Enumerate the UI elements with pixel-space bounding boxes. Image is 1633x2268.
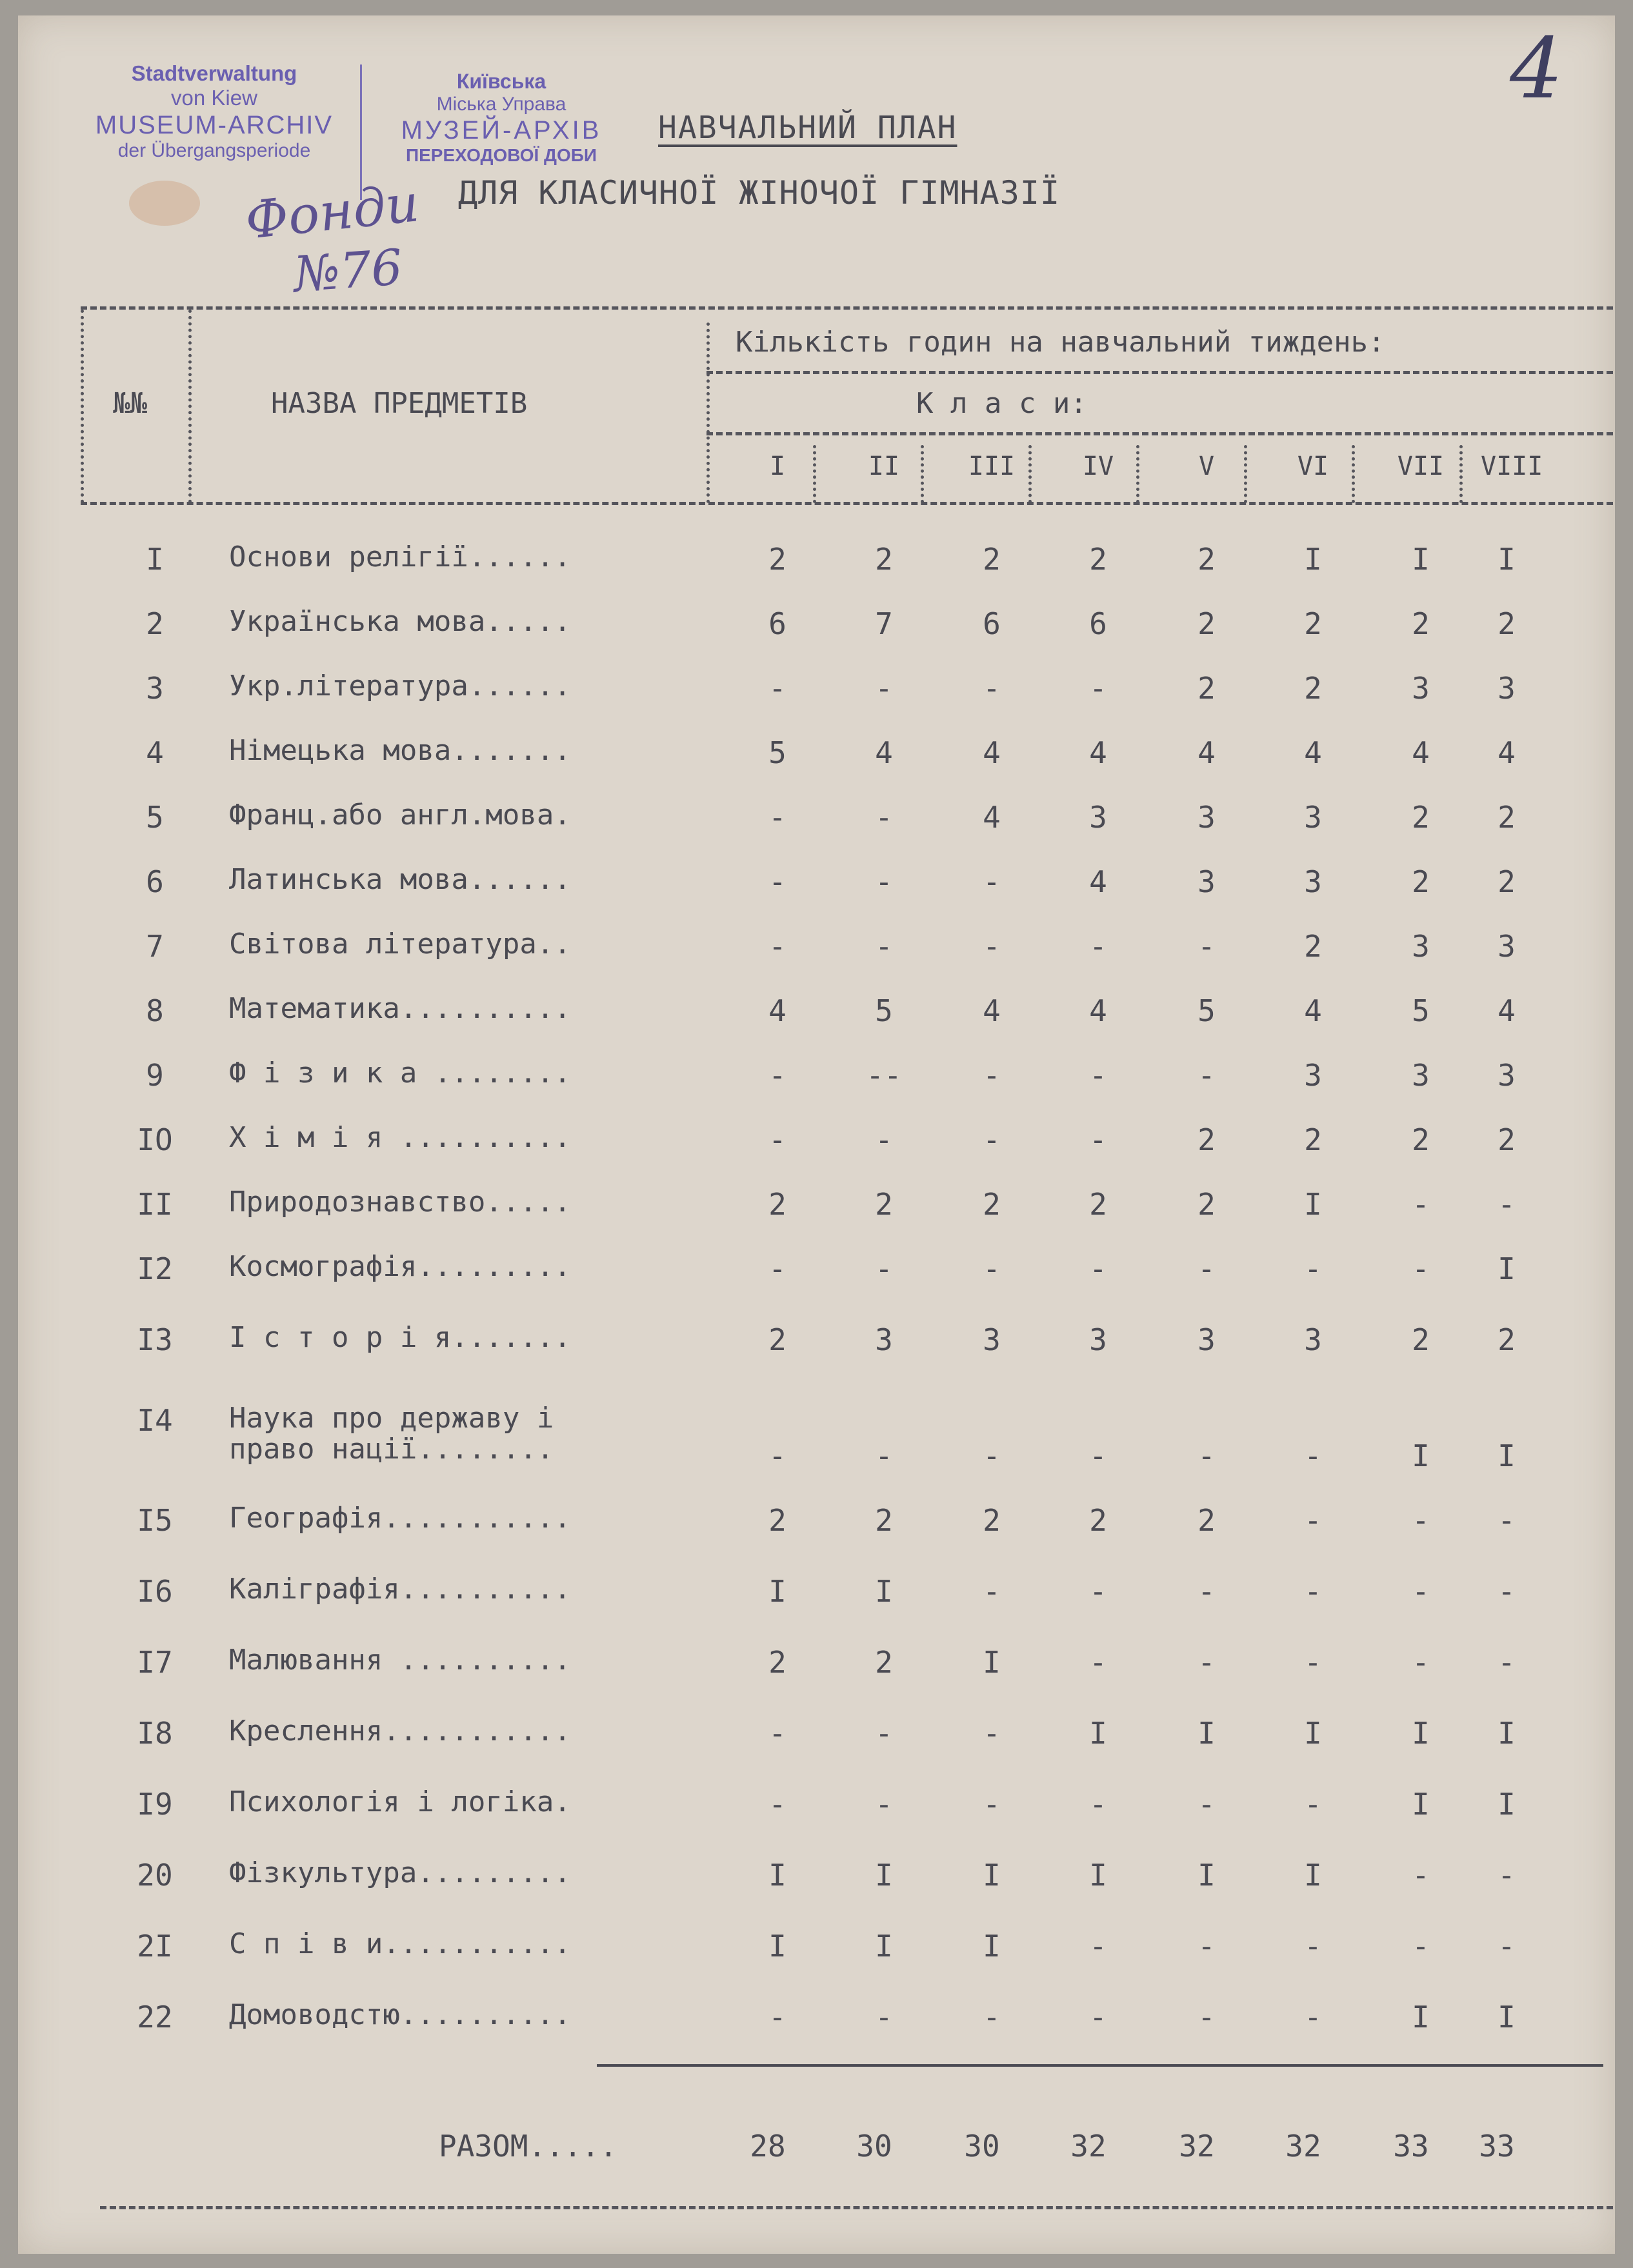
hours-cell: - [875,1438,893,1473]
hours-cell: 2 [768,1503,786,1538]
hours-cell: 2 [1412,1122,1430,1157]
hours-cell: 5 [1412,993,1430,1028]
hours-cell: - [875,671,893,706]
hours-cell: - [768,800,786,835]
hours-cell: - [1197,929,1216,964]
hours-cell: 2 [1498,864,1516,899]
table-rule [1244,445,1247,503]
archive-stamp-ukrainian [363,70,640,166]
subject-name: Українська мова..... [229,605,571,638]
hours-cell: 2 [1197,1122,1216,1157]
hours-cell: 2 [1498,800,1516,835]
hours-cell: - [1412,1503,1430,1538]
hours-cell: I [1304,1716,1322,1751]
handwritten-fond-number: №76 [292,238,405,303]
hours-cell: 2 [1498,606,1516,641]
class-header-label: IV [1082,452,1114,481]
hours-cell: 4 [1089,864,1107,899]
hours-cell: 2 [1197,1187,1216,1222]
hours-cell: 2 [768,1322,786,1357]
hours-cell: - [983,1787,1001,1822]
hours-cell: - [768,1251,786,1286]
hours-cell: I [1498,2000,1516,2034]
hours-cell: 3 [1412,671,1430,706]
hours-cell: - [1089,1787,1107,1822]
stamp-line: Міська Управа [436,93,566,115]
hours-cell: I [1304,542,1322,577]
row-number: I [146,542,164,577]
table-rule [1136,445,1139,503]
table-rule [81,502,1613,505]
hours-cell: - [983,1251,1001,1286]
subject-name: Укр.література...... [229,670,571,702]
row-number: I4 [137,1403,173,1438]
header-number: №№ [113,387,147,420]
hours-cell: - [875,864,893,899]
hours-cell: 2 [1197,542,1216,577]
hours-cell: 2 [1089,1503,1107,1538]
total-cell: 30 [964,2129,1000,2164]
total-rule [597,2064,1603,2067]
hours-cell: I [1412,1716,1430,1751]
hours-cell: - [1089,671,1107,706]
hours-cell: - [1089,1122,1107,1157]
hours-cell: 2 [1498,1122,1516,1157]
hours-cell: 2 [1498,1322,1516,1357]
total-cell: 32 [1070,2129,1107,2164]
total-cell: 30 [856,2129,892,2164]
hours-cell: - [1304,1574,1322,1609]
subject-name: І с т о р і я....... [229,1321,571,1354]
table-rule [81,306,1613,310]
hours-cell: 4 [1089,993,1107,1028]
hours-cell: I [1498,1438,1516,1473]
hours-cell: - [1498,1503,1516,1538]
handwritten-page-number: 4 [1510,19,1563,117]
hours-cell: - [983,671,1001,706]
row-number: 20 [137,1858,173,1893]
hours-cell: I [1412,542,1430,577]
class-header-label: VIII [1481,452,1543,481]
hours-cell: - [1089,2000,1107,2034]
table-rule [706,323,710,503]
hours-cell: 4 [983,735,1001,770]
hours-cell: I [983,1929,1001,1964]
hours-cell: 4 [1304,993,1322,1028]
hours-cell: - [1498,1574,1516,1609]
hours-cell: - [768,2000,786,2034]
hours-cell: I [875,1574,893,1609]
document-subtitle: ДЛЯ КЛАСИЧНОЇ ЖІНОЧОЇ ГІМНАЗІЇ [458,174,1061,212]
hours-cell: - [1304,1929,1322,1964]
hours-cell: - [1304,1503,1322,1538]
hours-cell: I [1412,1438,1430,1473]
hours-cell: 2 [1412,864,1430,899]
hours-cell: 3 [1197,864,1216,899]
hours-cell: 2 [875,1503,893,1538]
hours-cell: - [1089,929,1107,964]
row-number: I5 [137,1503,173,1538]
row-number: I9 [137,1787,173,1822]
hours-cell: - [875,1251,893,1286]
row-number: 6 [146,864,164,899]
hours-cell: - [1304,1787,1322,1822]
subject-name: Франц.або англ.мова. [229,799,571,831]
subject-name: Основи релігії...... [229,541,571,573]
subject-name: С п і в и........... [229,1927,571,1960]
hours-cell: - [1498,1187,1516,1222]
subject-name: Малювання .......... [229,1644,571,1676]
row-number: I2 [137,1251,173,1286]
table-rule [813,445,816,503]
hours-cell: I [1197,1858,1216,1893]
hours-cell: 4 [983,993,1001,1028]
hours-cell: I [1197,1716,1216,1751]
table-rule [706,432,1613,435]
hours-cell: 2 [1197,606,1216,641]
hours-cell: - [1498,1858,1516,1893]
subject-name: Фізкультура......... [229,1856,571,1889]
hours-cell: 3 [875,1322,893,1357]
row-number: 9 [146,1058,164,1093]
hours-cell: 2 [1304,929,1322,964]
hours-cell: - [1304,1645,1322,1680]
header-hours: Кількість годин на навчальний тиждень: [736,326,1385,359]
hours-cell: I [1498,542,1516,577]
hours-cell: - [768,671,786,706]
hours-cell: 6 [768,606,786,641]
total-cell: 33 [1393,2129,1429,2164]
hours-cell: - [983,864,1001,899]
total-cell: 28 [750,2129,786,2164]
hours-cell: 3 [1412,929,1430,964]
hours-cell: - [875,2000,893,2034]
hours-cell: I [1089,1716,1107,1751]
archive-stamp-german [72,61,356,162]
subject-name: Світова література.. [229,928,571,960]
subject-name: Ф і з и к а ........ [229,1057,571,1089]
table-rule [921,445,924,503]
hours-cell: 2 [875,1187,893,1222]
hours-cell: - [1089,1438,1107,1473]
table-rule [1352,445,1355,503]
hours-cell: I [1498,1787,1516,1822]
hours-cell: I [1498,1716,1516,1751]
hours-cell: - [1089,1058,1107,1093]
hours-cell: - [983,1438,1001,1473]
hours-cell: - [983,1716,1001,1751]
hours-cell: - [768,864,786,899]
row-number: I8 [137,1716,173,1751]
row-number: IO [137,1122,173,1157]
hours-cell: 2 [1304,1122,1322,1157]
hours-cell: I [875,1929,893,1964]
hours-cell: - [875,800,893,835]
hours-cell: 5 [875,993,893,1028]
hours-cell: - [983,1058,1001,1093]
subject-name: Географія........... [229,1502,571,1535]
row-number: 7 [146,929,164,964]
hours-cell: 4 [1498,993,1516,1028]
hours-cell: - [1197,1645,1216,1680]
hours-cell: - [1412,1187,1430,1222]
hours-cell: 3 [1304,864,1322,899]
hours-cell: 3 [1304,1058,1322,1093]
row-number: 4 [146,735,164,770]
hours-cell: - [1412,1929,1430,1964]
hours-cell: 2 [768,1645,786,1680]
hours-cell: I [768,1929,786,1964]
row-number: II [137,1187,173,1222]
hours-cell: - [1197,1058,1216,1093]
row-number: I7 [137,1645,173,1680]
hours-cell: - [1089,1251,1107,1286]
hours-cell: 2 [1089,1187,1107,1222]
bottom-rule [100,2206,1613,2209]
row-number: 22 [137,2000,173,2034]
table-rule [1028,445,1032,503]
hours-cell: I [768,1574,786,1609]
hours-cell: 3 [1304,1322,1322,1357]
hours-cell: - [768,929,786,964]
hours-cell: 7 [875,606,893,641]
hours-cell: I [983,1858,1001,1893]
subject-name: Німецька мова....... [229,734,571,767]
table-rule [1459,445,1463,503]
hours-cell: 5 [1197,993,1216,1028]
hours-cell: 4 [1089,735,1107,770]
hours-cell: - [768,1716,786,1751]
document-title: НАВЧАЛЬНИЙ ПЛАН [658,110,957,146]
class-header-label: VI [1297,452,1329,481]
hours-cell: 3 [1089,1322,1107,1357]
stamp-line: MUSEUM-ARCHIV [95,110,334,139]
hours-cell: - [875,929,893,964]
hours-cell: 2 [875,542,893,577]
row-number: 3 [146,671,164,706]
hours-cell: I [1412,2000,1430,2034]
hours-cell: 2 [768,1187,786,1222]
hours-cell: I [1304,1858,1322,1893]
hours-cell: - [875,1787,893,1822]
hours-cell: 3 [983,1322,1001,1357]
hours-cell: 2 [1089,542,1107,577]
hours-cell: 2 [875,1645,893,1680]
table-rule [188,310,192,503]
hours-cell: 3 [1089,800,1107,835]
hours-cell: -- [866,1058,902,1093]
hours-cell: 4 [875,735,893,770]
hours-cell: I [1412,1787,1430,1822]
hours-cell: 2 [768,542,786,577]
subject-name: Космографія......... [229,1250,571,1283]
hours-cell: - [1498,1929,1516,1964]
hours-cell: I [875,1858,893,1893]
hours-cell: 4 [1304,735,1322,770]
subject-name: Природознавство..... [229,1186,571,1219]
hours-cell: 2 [1197,1503,1216,1538]
hours-cell: 2 [1304,606,1322,641]
hours-cell: - [1089,1645,1107,1680]
hours-cell: - [768,1122,786,1157]
header-classes: К л а с и: [916,387,1087,420]
handwritten-fond: Фонди [242,173,422,251]
hours-cell: - [1412,1645,1430,1680]
hours-cell: I [1498,1251,1516,1286]
hours-cell: 4 [1498,735,1516,770]
subject-name: Математика.......... [229,992,571,1025]
hours-cell: 5 [768,735,786,770]
stamp-line: von Kiew [171,85,257,110]
class-header-label: VII [1397,452,1445,481]
class-header-label: II [868,452,900,481]
hours-cell: 2 [983,1187,1001,1222]
hours-cell: - [1498,1645,1516,1680]
stamp-line: Київська [456,70,546,93]
row-number: 8 [146,993,164,1028]
class-header-label: V [1198,452,1215,481]
hours-cell: - [1197,2000,1216,2034]
total-cell: 32 [1179,2129,1215,2164]
hours-cell: 2 [1197,671,1216,706]
hours-cell: - [983,929,1001,964]
hours-cell: - [875,1122,893,1157]
hours-cell: 6 [983,606,1001,641]
stamp-line: ПЕРЕХОДОВОЇ ДОБИ [405,145,597,166]
hours-cell: 3 [1412,1058,1430,1093]
subject-name: Креслення........... [229,1715,571,1747]
hours-cell: 3 [1197,800,1216,835]
hours-cell: 2 [983,542,1001,577]
class-header-label: I [769,452,786,481]
hours-cell: - [983,2000,1001,2034]
hours-cell: 6 [1089,606,1107,641]
header-subject: НАЗВА ПРЕДМЕТІВ [271,387,528,420]
row-number: I3 [137,1322,173,1357]
hours-cell: I [983,1645,1001,1680]
subject-name: Домоводстю.......... [229,1998,571,2031]
stamp-line: Stadtverwaltung [131,61,297,85]
hours-cell: 4 [1197,735,1216,770]
hours-cell: 2 [1412,1322,1430,1357]
row-number: 2 [146,606,164,641]
hours-cell: 3 [1304,800,1322,835]
hours-cell: 4 [983,800,1001,835]
hours-cell: - [983,1122,1001,1157]
stamp-line: МУЗЕЙ-АРХІВ [401,116,602,145]
stamp-blot [129,181,200,226]
hours-cell: - [1412,1858,1430,1893]
hours-cell: 4 [768,993,786,1028]
hours-cell: - [1412,1251,1430,1286]
hours-cell: 2 [1412,606,1430,641]
hours-cell: - [983,1574,1001,1609]
hours-cell: 3 [1197,1322,1216,1357]
row-number: 2I [137,1929,173,1964]
hours-cell: 2 [1412,800,1430,835]
subject-name: Х і м і я .......... [229,1121,571,1154]
total-label: РАЗОМ..... [439,2129,617,2164]
hours-cell: 4 [1412,735,1430,770]
hours-cell: - [1089,1574,1107,1609]
class-header-label: III [968,452,1016,481]
hours-cell: 2 [1304,671,1322,706]
hours-cell: - [1304,1438,1322,1473]
subject-name: Латинська мова...... [229,863,571,896]
hours-cell: - [875,1716,893,1751]
hours-cell: I [1304,1187,1322,1222]
subject-name: Наука про державу і право нації........ [229,1402,554,1466]
hours-cell: 2 [983,1503,1001,1538]
hours-cell: I [1089,1858,1107,1893]
hours-cell: - [1197,1929,1216,1964]
hours-cell: - [1197,1574,1216,1609]
hours-cell: - [768,1438,786,1473]
hours-cell: - [1197,1438,1216,1473]
hours-cell: - [1412,1574,1430,1609]
hours-cell: I [768,1858,786,1893]
hours-cell: 3 [1498,1058,1516,1093]
hours-cell: - [1304,2000,1322,2034]
stamp-line: der Übergangsperiode [117,139,311,161]
hours-cell: - [768,1787,786,1822]
hours-cell: - [1197,1787,1216,1822]
hours-cell: 3 [1498,929,1516,964]
total-cell: 33 [1479,2129,1515,2164]
total-cell: 32 [1285,2129,1321,2164]
hours-cell: - [1304,1251,1322,1286]
hours-cell: - [768,1058,786,1093]
hours-cell: - [1197,1251,1216,1286]
row-number: 5 [146,800,164,835]
subject-name: Каліграфія.......... [229,1573,571,1606]
table-rule [81,310,84,503]
hours-cell: - [1089,1929,1107,1964]
subject-name: Психологія і логіка. [229,1786,571,1818]
row-number: I6 [137,1574,173,1609]
table-rule [706,371,1613,374]
hours-cell: 3 [1498,671,1516,706]
